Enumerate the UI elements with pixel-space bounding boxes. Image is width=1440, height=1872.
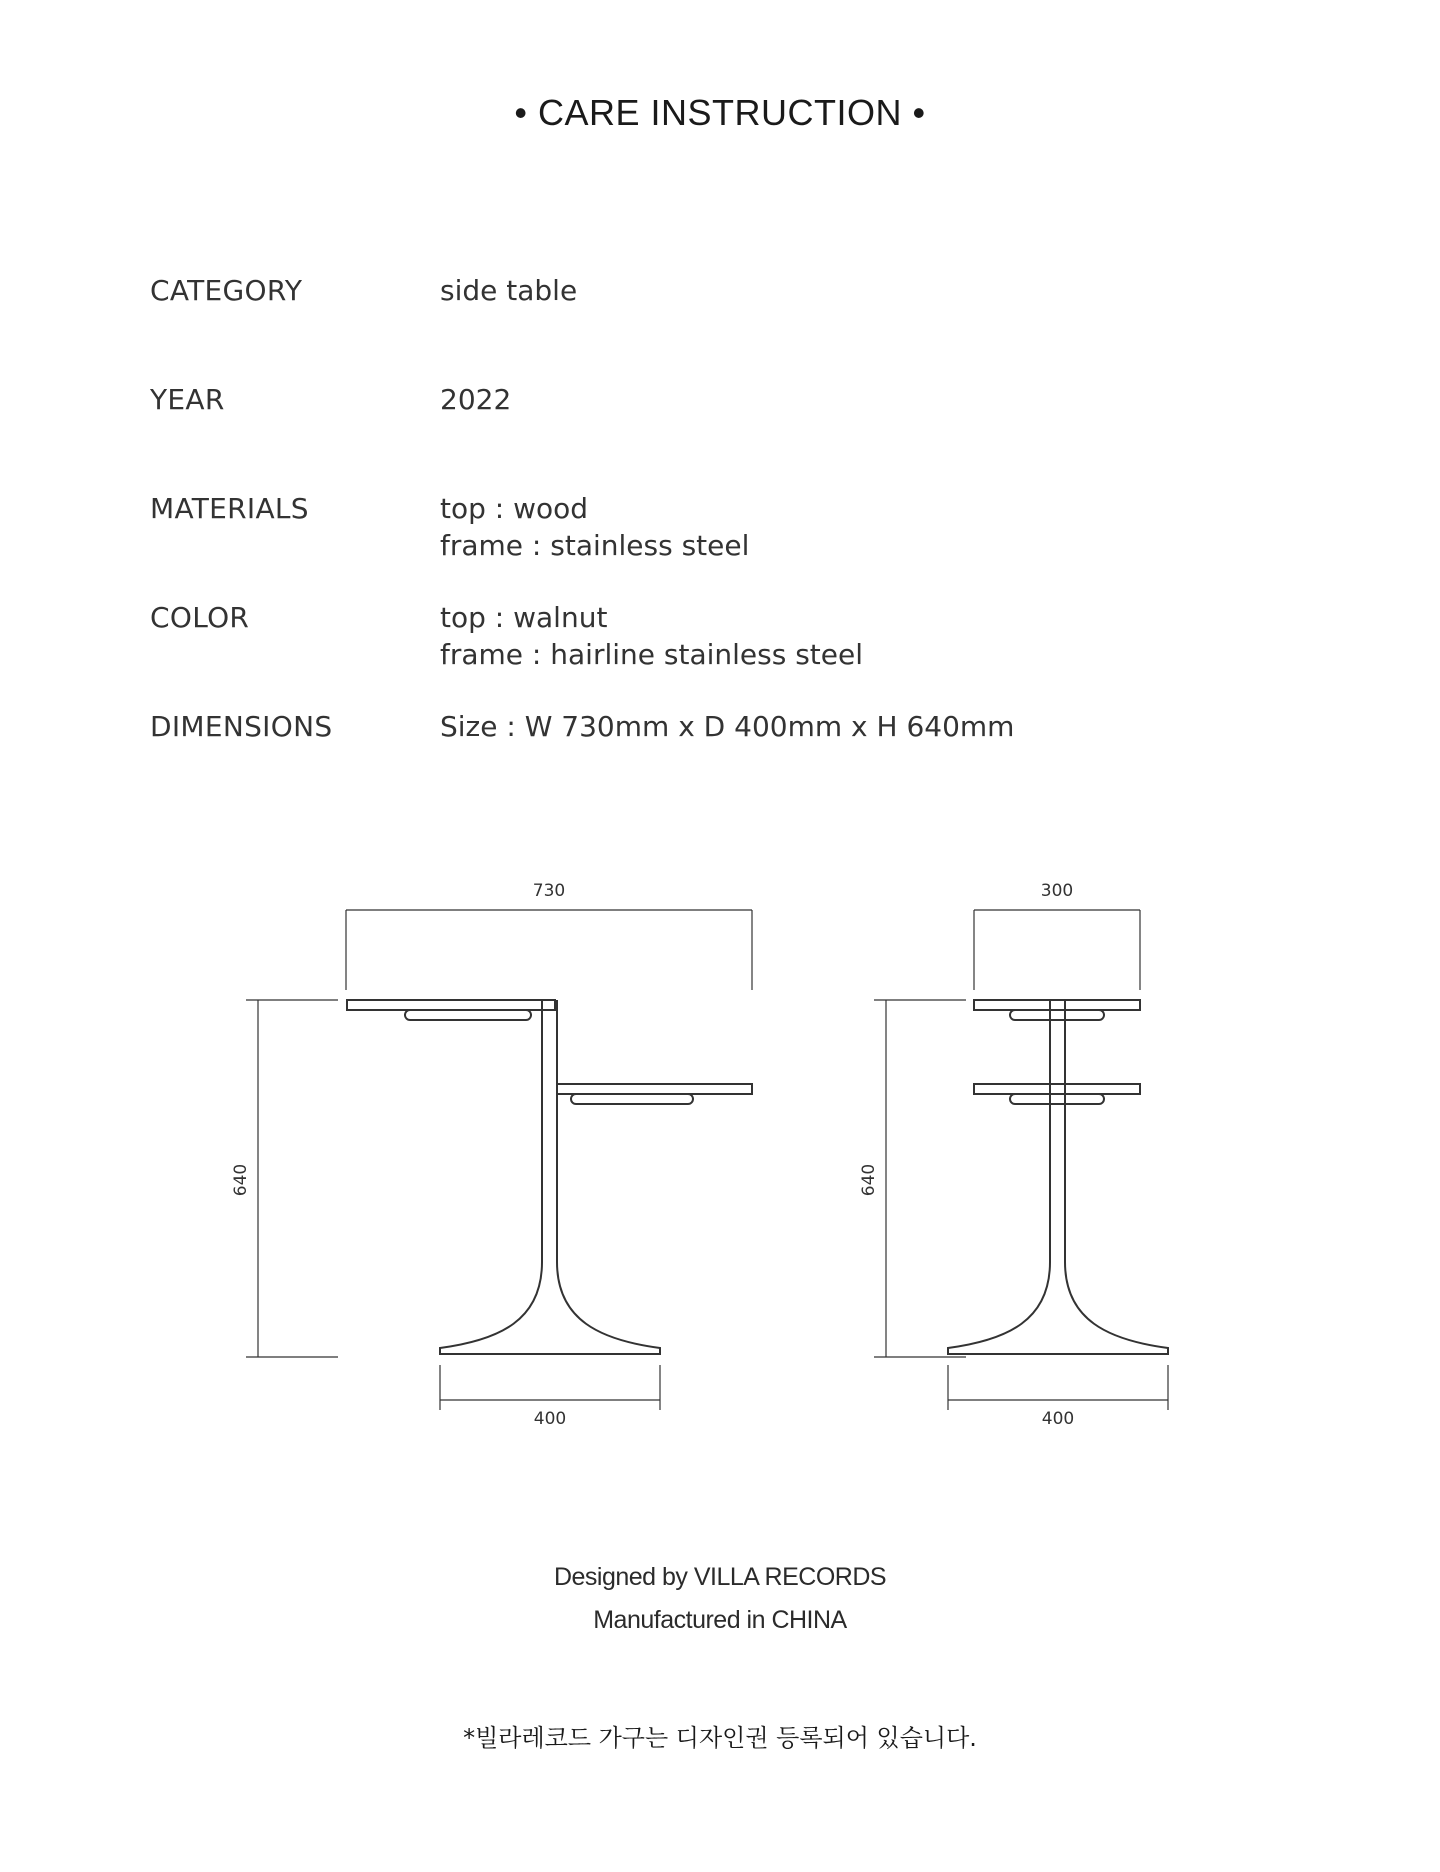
designed-by-text: Designed by VILLA RECORDS [553,1563,887,1591]
manufactured-text: Manufactured in CHINA [593,1606,847,1634]
spec-value-line: top : wood [440,492,589,525]
side-height-label: 640 [859,1163,879,1197]
lower-shelf [974,1084,1140,1094]
lower-shelf-support [571,1094,693,1104]
spec-value [440,708,1240,745]
front-width-label: 730 [532,881,566,901]
spec-value [440,381,1240,418]
spec-label: YEAR [150,383,225,416]
front-view [246,910,752,1410]
design-registration-notice: *빌라레코드 가구는 디자인권 등록되어 있습니다. [463,1724,977,1752]
spec-value-line: 2022 [440,383,512,416]
lower-shelf-support [1010,1094,1104,1104]
base-trumpet [948,1262,1168,1354]
upper-shelf-support [1010,1010,1104,1020]
upper-shelf-support [405,1010,531,1020]
lower-shelf [557,1084,752,1094]
spec-label: CATEGORY [150,274,303,307]
upper-shelf [974,1000,1140,1010]
spec-value-line: side table [440,274,578,307]
spec-value-line: top : walnut [440,601,608,634]
spec-label: DIMENSIONS [150,710,333,743]
side-view [874,910,1168,1410]
spec-value [440,272,1240,309]
spec-label: COLOR [150,601,250,634]
spec-value-line: frame : hairline stainless steel [440,638,864,671]
dimension-drawing [0,860,1440,1430]
front-height-label: 640 [231,1163,251,1197]
front-base-label: 400 [533,1409,567,1429]
base-trumpet [440,1262,660,1354]
page-title: • CARE INSTRUCTION • [514,92,926,133]
spec-value-line: frame : stainless steel [440,529,750,562]
spec-value-line: Size : W 730mm x D 400mm x H 640mm [440,710,1015,743]
side-width-label: 300 [1040,881,1074,901]
spec-label: MATERIALS [150,492,309,525]
side-base-label: 400 [1041,1409,1075,1429]
spec-value [440,490,1240,564]
spec-value [440,599,1240,673]
upper-shelf [347,1000,555,1010]
